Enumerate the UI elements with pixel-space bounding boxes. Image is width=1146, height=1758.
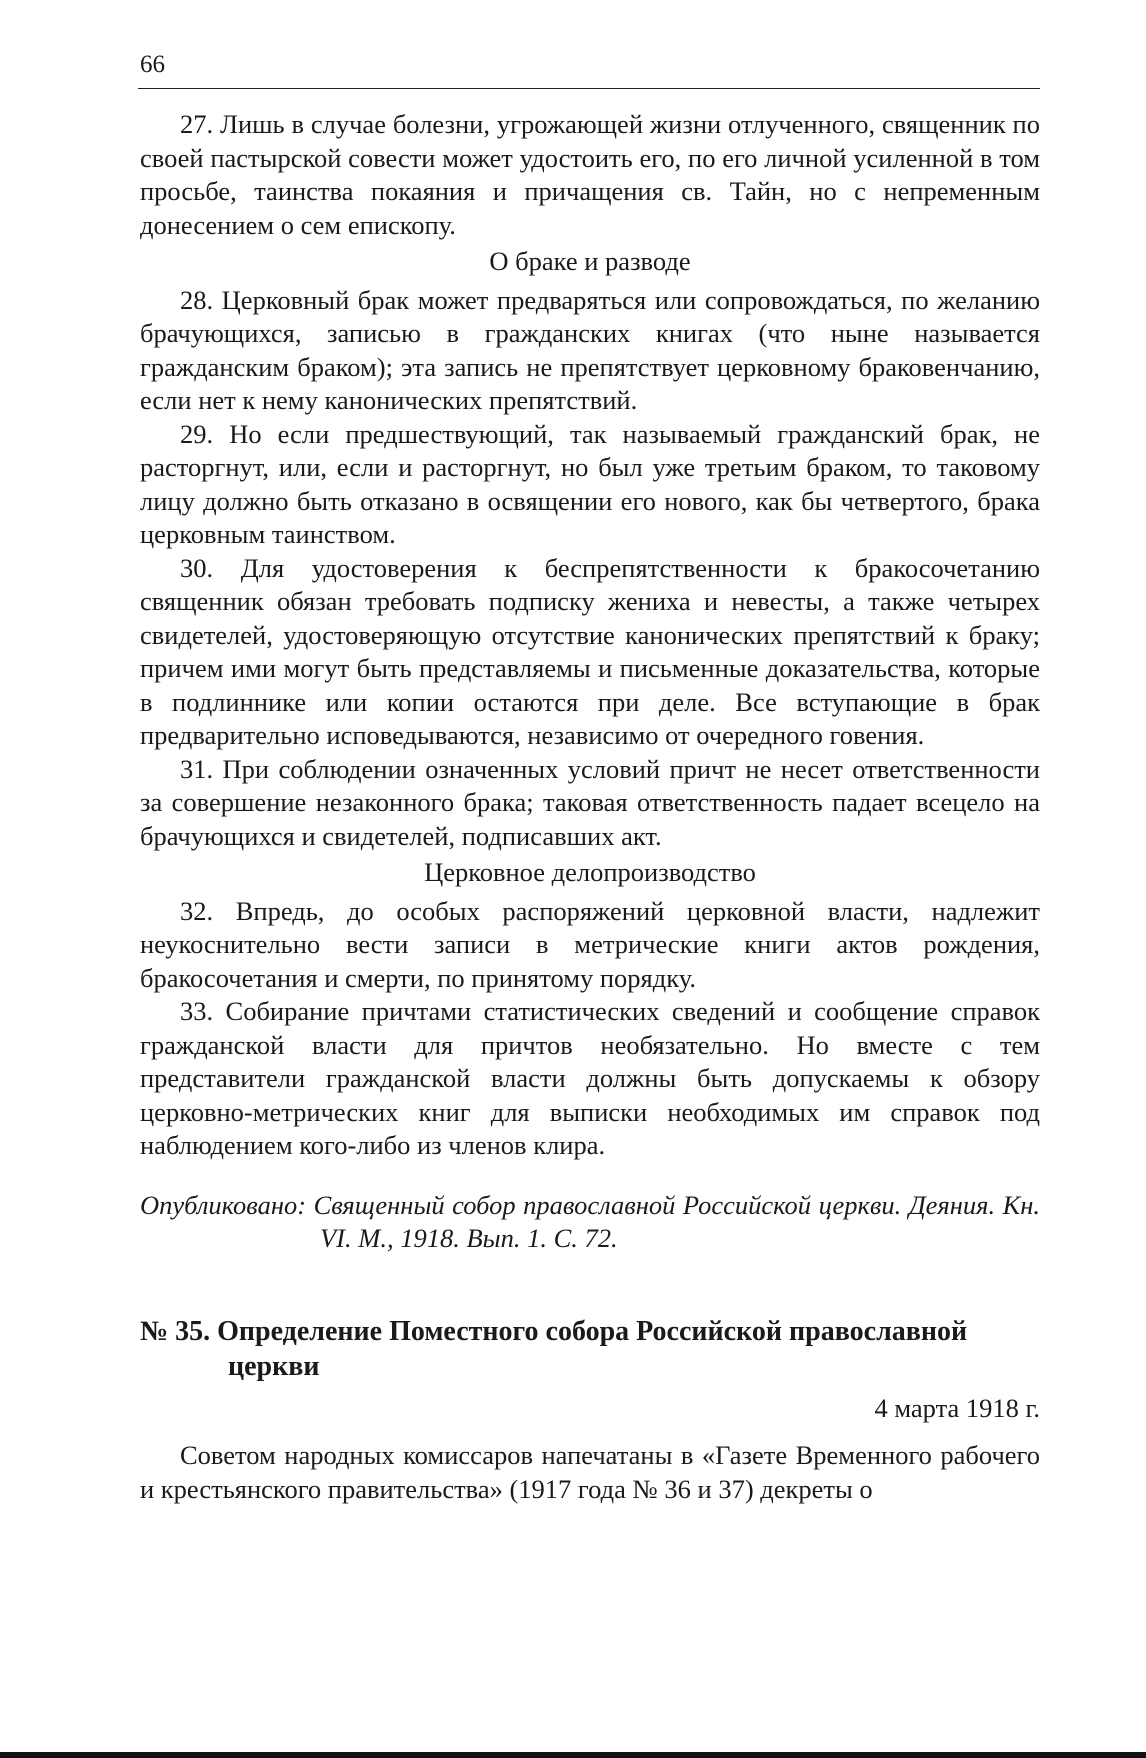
page-number: 66 bbox=[140, 51, 165, 78]
paragraph-33: 33. Собирание причтами статистических сведений и сообщение справок гражданской власти для причтов необязательно. Но вместе с тем представители гражданской власти должны быть допускаемы к обзору церковно-метрических книг для выписки необходимых им справок под наблюдением кого-либо из членов клира. bbox=[140, 996, 1040, 1160]
document-title: № 35. Определение Поместного собора Российской православной церкви bbox=[140, 1315, 968, 1382]
publication-source: Опубликовано: Священный собор православной Российской церкви. Деяния. Кн. VI. М., 1918. Вып. 1. С. 72. bbox=[140, 1189, 1040, 1253]
section-heading-records: Церковное делопроизводство bbox=[424, 857, 756, 887]
paragraph-32: 32. Впредь, до особых распоряжений церковной власти, надлежит неукоснительно вести записи в метрические книги актов рождения, бракосочетания и смерти, по принятому порядку. bbox=[140, 895, 1040, 993]
document-date: 4 марта 1918 г. bbox=[874, 1392, 1040, 1423]
page-content bbox=[140, 108, 1040, 1506]
bottom-edge-bar bbox=[0, 1752, 1146, 1758]
paragraph-30: 30. Для удостоверения к беспрепятственности к бракосочетанию священник обязан требовать подписку жениха и невесты, а также четырех свидетелей, удостоверяющую отсутствие канонических препятствий к браку; причем ими могут быть представляемы и письменные доказательства, которые в подлиннике или копии остаются при деле. Все вступающие в брак предварительно исповедываются, независимо от очередного говения. bbox=[140, 552, 1040, 750]
header-rule bbox=[138, 88, 1040, 89]
paragraph-31: 31. При соблюдении означенных условий причт не несет ответственности за совершение незаконного брака; таковая ответственность падает всецело на брачующихся и свидетелей, подписавших акт. bbox=[140, 753, 1040, 851]
paragraph-29: 29. Но если предшествующий, так называемый гражданский брак, не расторгнут, или, если и расторгнут, но был уже третьим браком, то таковому лицу должно быть отказано в освящении его нового, как бы четвертого, брака церковным таинством. bbox=[140, 418, 1040, 549]
section-heading-marriage: О браке и разводе bbox=[489, 246, 691, 276]
paragraph-27: 27. Лишь в случае болезни, угрожающей жизни отлученного, священник по своей пастырской совести может удостоить его, по его личной усиленной в том просьбе, таинства покаяния и причащения св. Тайн, но с непременным донесением о сем епископу. bbox=[140, 109, 1040, 240]
document-intro: Советом народных комиссаров напечатаны в «Газете Временного рабочего и крестьянского правительства» (1917 года № 36 и 37) декреты о bbox=[140, 1440, 1040, 1504]
paragraph-28: 28. Церковный брак может предваряться или сопровождаться, по желанию брачующихся, записью в гражданских книгах (что ныне называется гражданским браком); эта запись не препятствует церковному браковенчанию, если нет к нему канонических препятствий. bbox=[140, 284, 1040, 415]
